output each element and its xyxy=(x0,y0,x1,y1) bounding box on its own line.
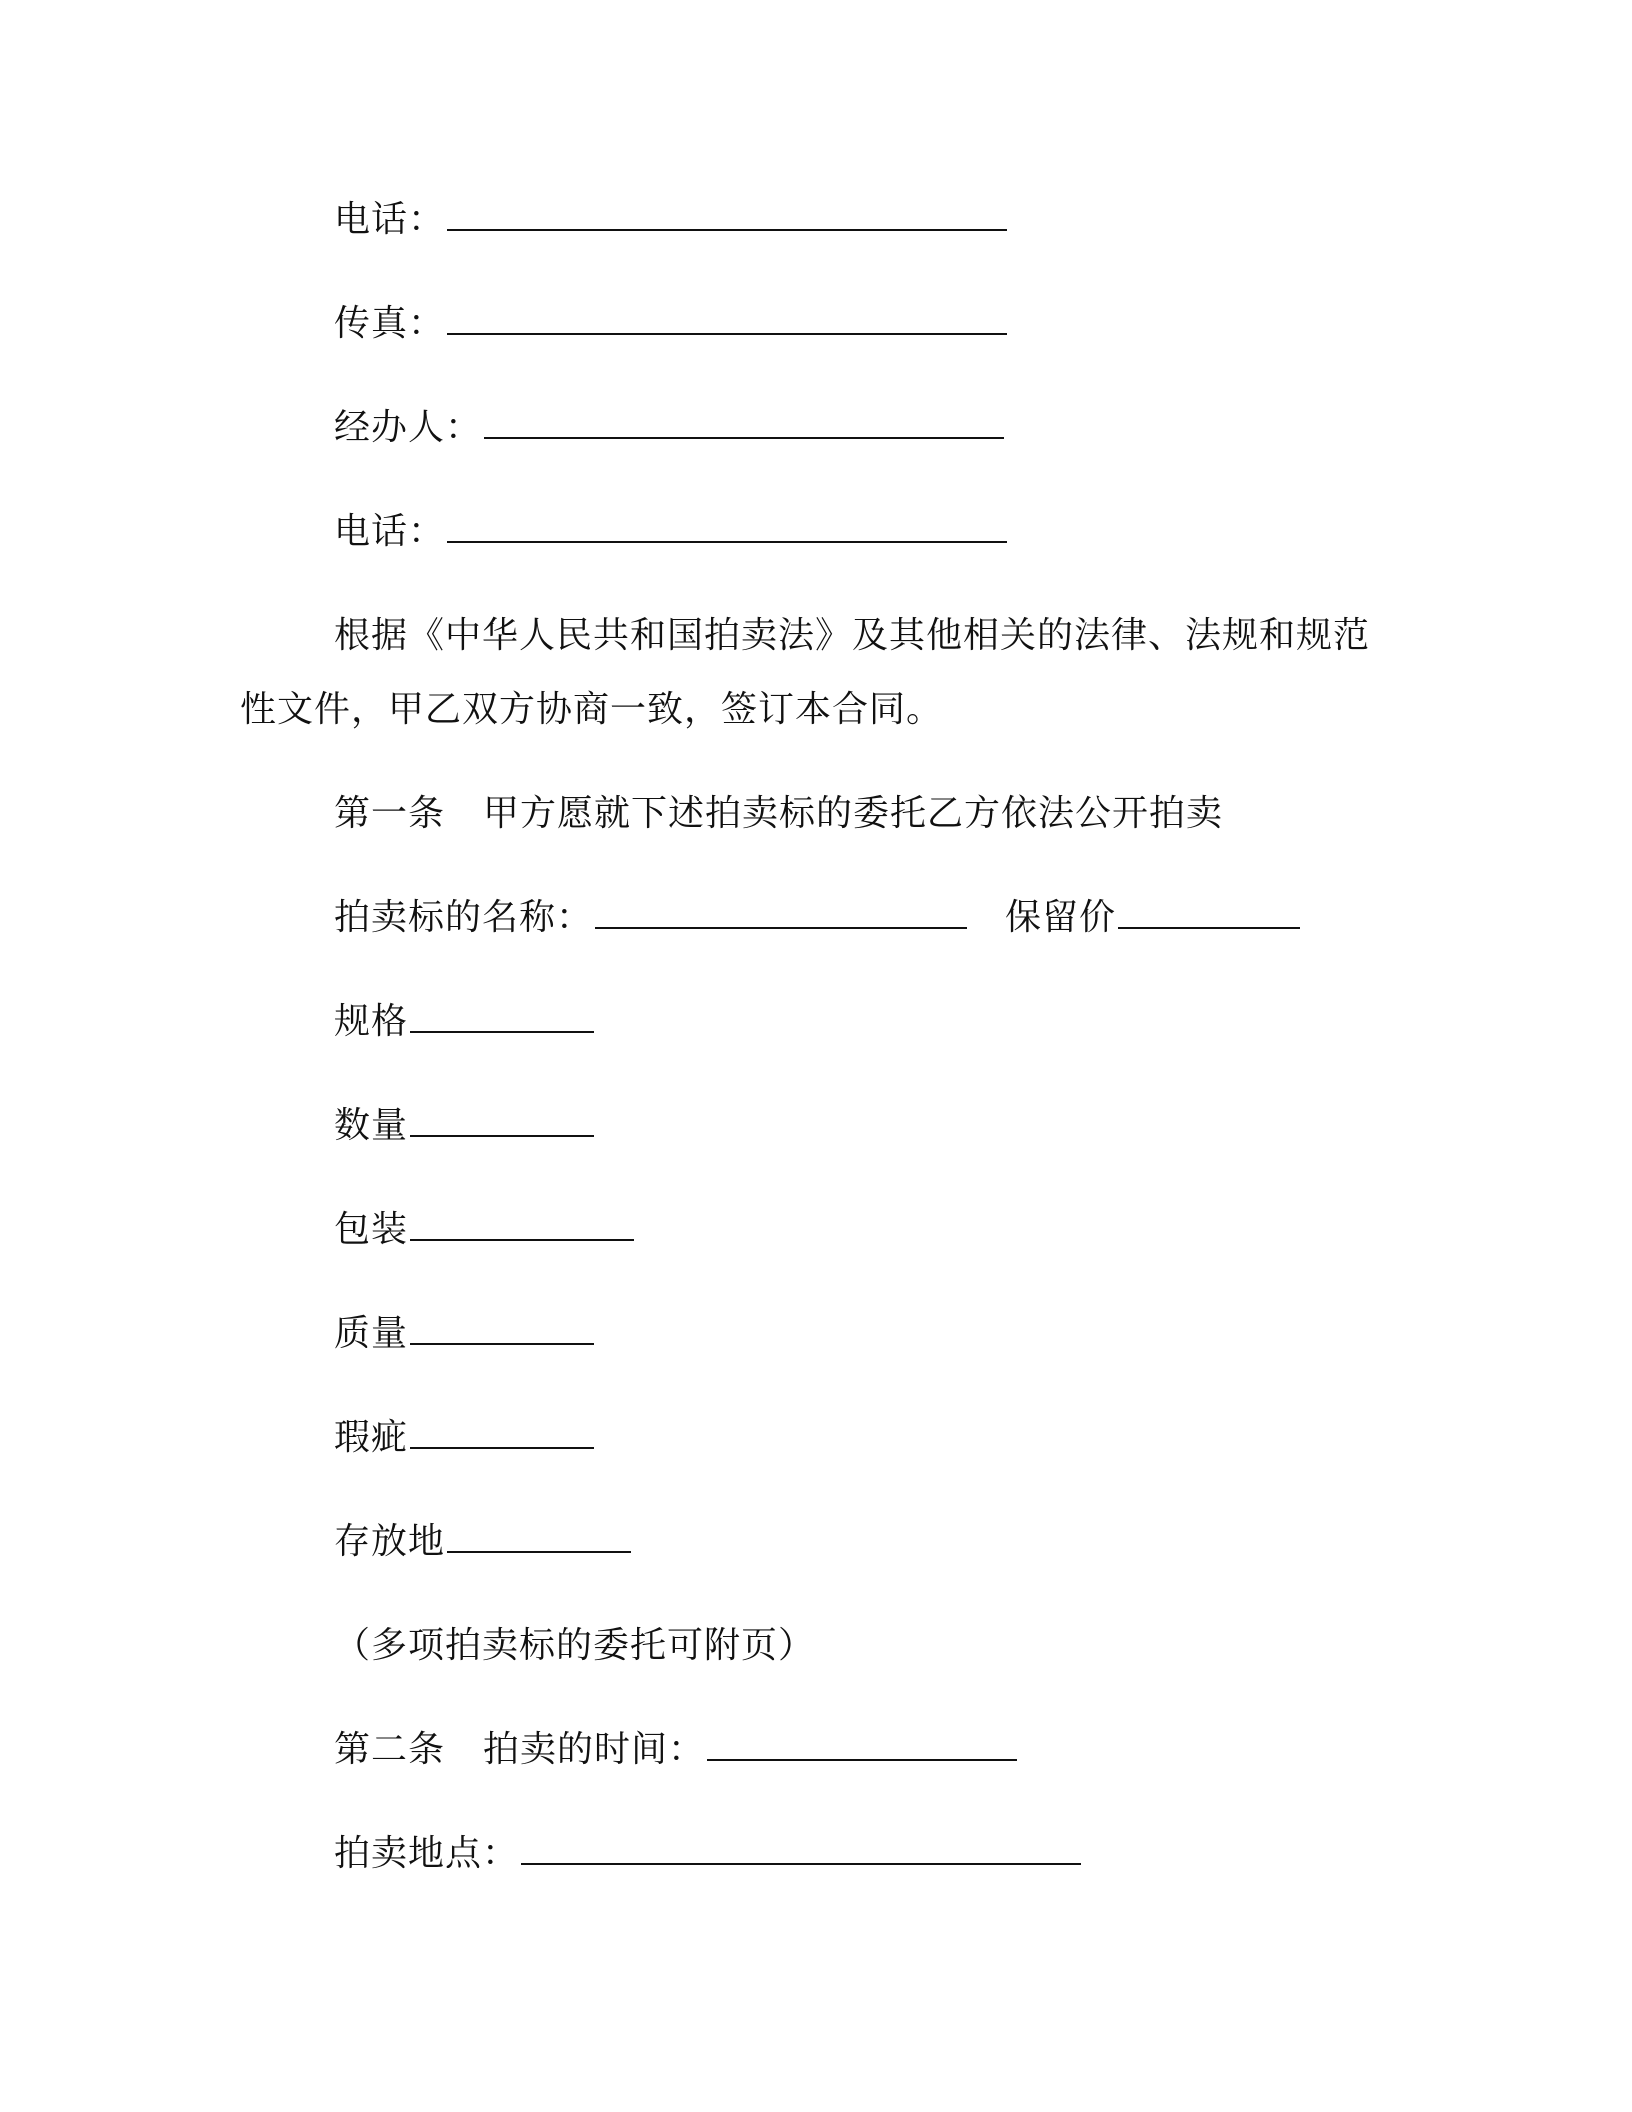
preamble-text: 性文件，甲乙双方协商一致，签订本合同。 xyxy=(240,689,944,730)
multi-item-note xyxy=(334,1622,815,1670)
storage-blank[interactable] xyxy=(447,1521,631,1553)
fax-label: 传真： xyxy=(334,303,446,344)
item-name-blank[interactable] xyxy=(595,897,967,929)
auction-place-label: 拍卖地点： xyxy=(334,1833,520,1874)
packaging-label: 包装 xyxy=(334,1209,409,1250)
spec-field xyxy=(334,998,594,1046)
defect-label: 瑕疵 xyxy=(334,1417,409,1458)
preamble-line-2 xyxy=(240,686,943,734)
storage-field xyxy=(334,1518,631,1566)
storage-label: 存放地 xyxy=(334,1521,446,1562)
packaging-field xyxy=(334,1206,634,1254)
auction-time-blank[interactable] xyxy=(707,1729,1017,1761)
agent-blank[interactable] xyxy=(484,407,1004,439)
spec-blank[interactable] xyxy=(410,1001,594,1033)
spec-label: 规格 xyxy=(334,1001,409,1042)
quality-field xyxy=(334,1310,594,1358)
preamble-line-1 xyxy=(334,612,1370,660)
quantity-field xyxy=(334,1102,594,1150)
defect-field xyxy=(334,1414,594,1462)
quantity-blank[interactable] xyxy=(410,1105,594,1137)
quality-blank[interactable] xyxy=(410,1313,594,1345)
phone-blank[interactable] xyxy=(447,511,1007,543)
phone-blank[interactable] xyxy=(447,199,1007,231)
phone-field-2 xyxy=(334,508,1007,556)
auction-place-blank[interactable] xyxy=(521,1833,1081,1865)
article-1-heading xyxy=(334,790,1223,838)
phone-label: 电话： xyxy=(334,511,446,552)
auction-time-label: 拍卖的时间： xyxy=(483,1729,706,1770)
fax-blank[interactable] xyxy=(447,303,1007,335)
article-2-time-field xyxy=(334,1726,1017,1774)
fax-field xyxy=(334,300,1007,348)
quality-label: 质量 xyxy=(334,1313,409,1354)
agent-label: 经办人： xyxy=(334,407,483,448)
note-text: （多项拍卖标的委托可附页） xyxy=(334,1625,816,1666)
reserve-price-blank[interactable] xyxy=(1118,897,1300,929)
agent-field xyxy=(334,404,1004,452)
phone-label: 电话： xyxy=(334,199,446,240)
auction-place-field xyxy=(334,1830,1081,1878)
preamble-text: 根据《中华人民共和国拍卖法》及其他相关的法律、法规和规范 xyxy=(334,615,1371,656)
item-name-field xyxy=(334,894,1300,942)
article-number: 第一条 xyxy=(334,793,446,834)
phone-field-1 xyxy=(334,196,1007,244)
packaging-blank[interactable] xyxy=(410,1209,634,1241)
item-name-label: 拍卖标的名称： xyxy=(334,897,594,938)
article-text: 甲方愿就下述拍卖标的委托乙方依法公开拍卖 xyxy=(483,793,1224,834)
reserve-price-label: 保留价 xyxy=(1005,897,1117,938)
article-number: 第二条 xyxy=(334,1729,446,1770)
quantity-label: 数量 xyxy=(334,1105,409,1146)
defect-blank[interactable] xyxy=(410,1417,594,1449)
